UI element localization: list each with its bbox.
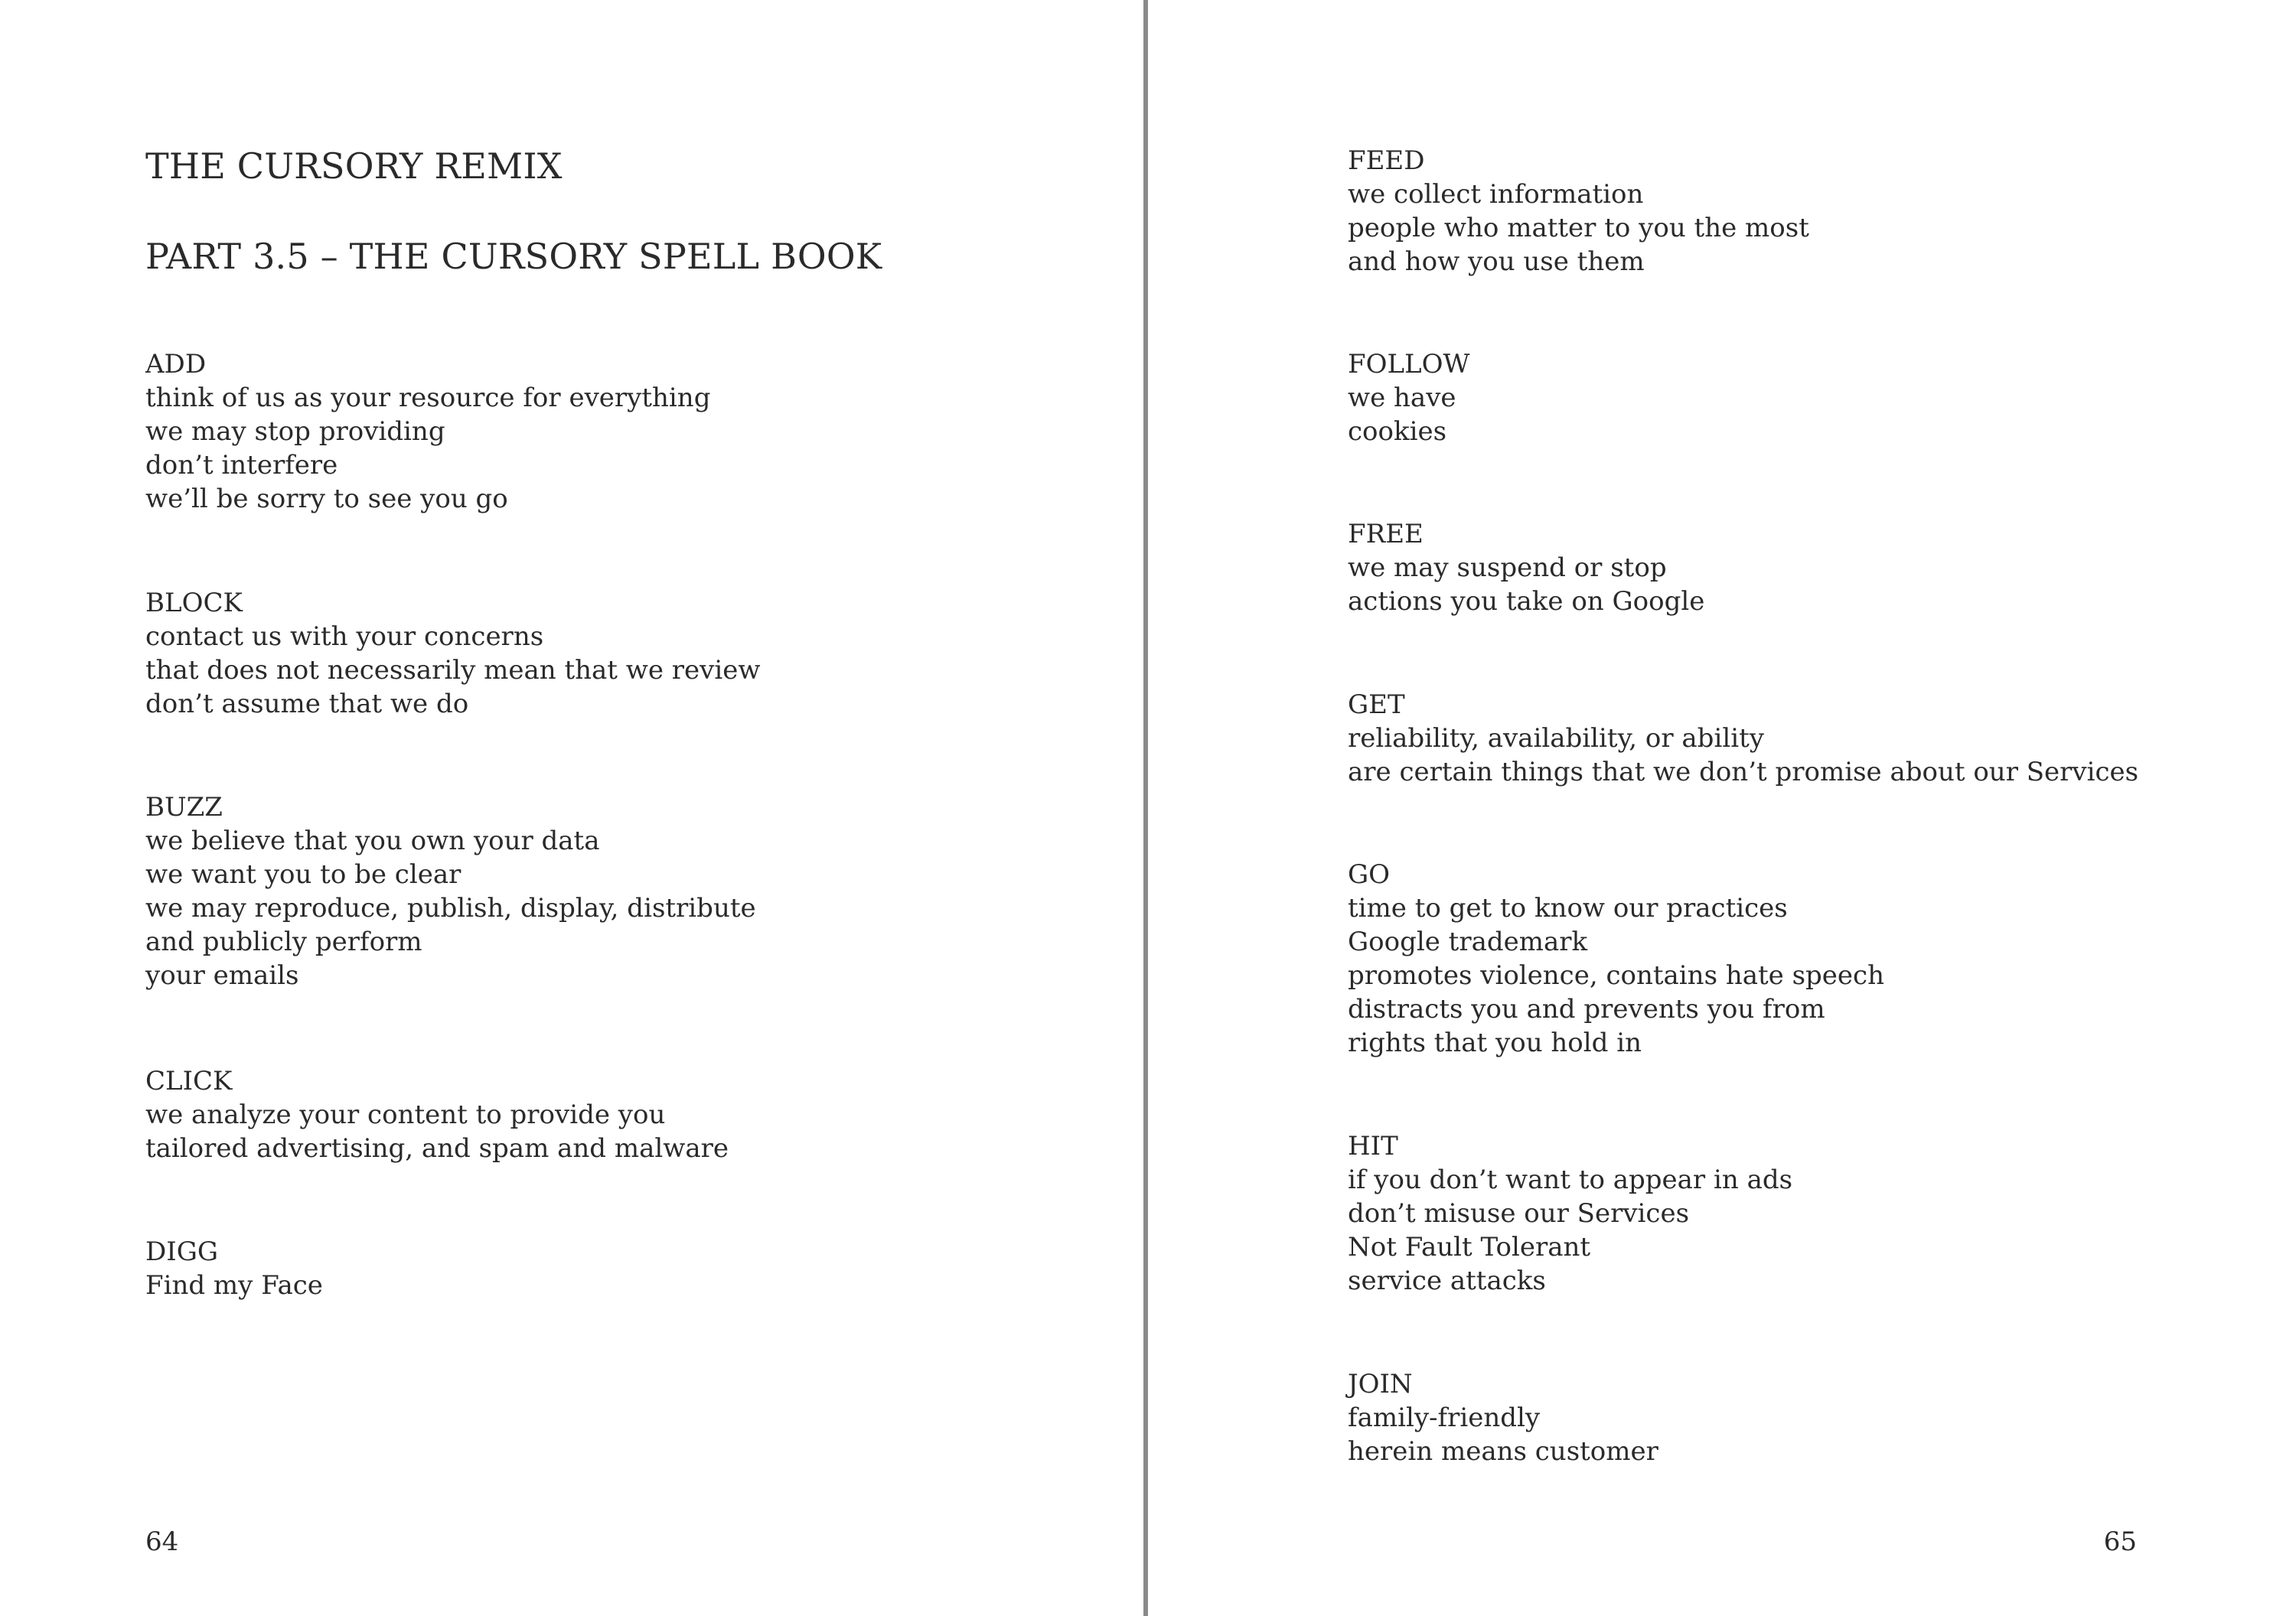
entry-line: Find my Face (145, 1270, 323, 1301)
entry-line: people who matter to you the most (1348, 213, 1809, 243)
entry-line: family-friendly (1348, 1403, 1541, 1433)
entry-free (1348, 517, 1704, 618)
entry-line: if you don’t want to appear in ads (1348, 1165, 1793, 1195)
entry-line: we may stop providing (145, 416, 445, 447)
entry-digg (145, 1235, 323, 1302)
right-page (1151, 0, 2296, 1616)
entry-heading: BLOCK (145, 588, 243, 618)
entry-line: are certain things that we don’t promise about our Services (1348, 757, 2139, 787)
book-spine-divider (1143, 0, 1148, 1616)
entry-heading: FREE (1348, 519, 1424, 549)
entry-line: we may reproduce, publish, display, distribute (145, 893, 756, 924)
entry-line: service attacks (1348, 1266, 1546, 1296)
entry-line: and publicly perform (145, 927, 422, 957)
entry-line: Google trademark (1348, 927, 1588, 957)
entry-heading: CLICK (145, 1066, 233, 1096)
entry-heading: FEED (1348, 145, 1425, 176)
entry-heading: JOIN (1348, 1369, 1413, 1399)
entry-heading: DIGG (145, 1236, 219, 1267)
entry-line: we’ll be sorry to see you go (145, 484, 508, 514)
entry-heading: ADD (145, 349, 207, 380)
entry-line: don’t interfere (145, 450, 338, 481)
entry-line: Not Fault Tolerant (1348, 1232, 1591, 1262)
entry-heading: HIT (1348, 1131, 1398, 1162)
entry-heading: BUZZ (145, 792, 223, 823)
page-number-right: 65 (2103, 1526, 2137, 1557)
entry-line: time to get to know our practices (1348, 893, 1788, 924)
entry-line: distracts you and prevents you from (1348, 994, 1825, 1025)
entry-line: think of us as your resource for everything (145, 383, 711, 413)
entry-follow (1348, 347, 1469, 448)
entry-line: rights that you hold in (1348, 1028, 1642, 1058)
entry-line: actions you take on Google (1348, 586, 1705, 617)
entry-line: cookies (1348, 416, 1447, 447)
entry-line: promotes violence, contains hate speech (1348, 960, 1884, 991)
entry-add (145, 347, 710, 516)
entry-line: contact us with your concerns (145, 621, 544, 652)
left-page (0, 0, 1143, 1616)
page-number-left: 64 (145, 1526, 179, 1557)
entry-heading: GET (1348, 689, 1405, 720)
entry-go (1348, 858, 1884, 1060)
chapter-title: PART 3.5 – THE CURSORY SPELL BOOK (145, 236, 882, 277)
entry-get (1348, 688, 2138, 789)
book-title: THE CURSORY REMIX (145, 145, 563, 187)
entry-line: don’t assume that we do (145, 689, 469, 719)
entry-heading: GO (1348, 859, 1391, 890)
entry-line: don’t misuse our Services (1348, 1198, 1690, 1229)
entry-block (145, 586, 760, 721)
entry-line: your emails (145, 960, 299, 991)
entry-line: we may suspend or stop (1348, 552, 1667, 583)
entry-buzz (145, 790, 756, 992)
entry-line: we want you to be clear (145, 859, 461, 890)
entry-feed (1348, 144, 1809, 279)
entry-line: reliability, availability, or ability (1348, 723, 1764, 754)
entry-line: herein means customer (1348, 1436, 1658, 1467)
entry-join (1348, 1367, 1658, 1468)
entry-line: tailored advertising, and spam and malware (145, 1133, 729, 1164)
entry-line: we collect information (1348, 179, 1644, 210)
entry-line: we believe that you own your data (145, 826, 600, 856)
entry-line: we have (1348, 383, 1456, 413)
entry-line: that does not necessarily mean that we review (145, 655, 761, 686)
entry-heading: FOLLOW (1348, 349, 1470, 380)
entry-line: we analyze your content to provide you (145, 1100, 666, 1130)
entry-click (145, 1064, 729, 1165)
entry-hit (1348, 1129, 1792, 1298)
entry-line: and how you use them (1348, 246, 1645, 277)
